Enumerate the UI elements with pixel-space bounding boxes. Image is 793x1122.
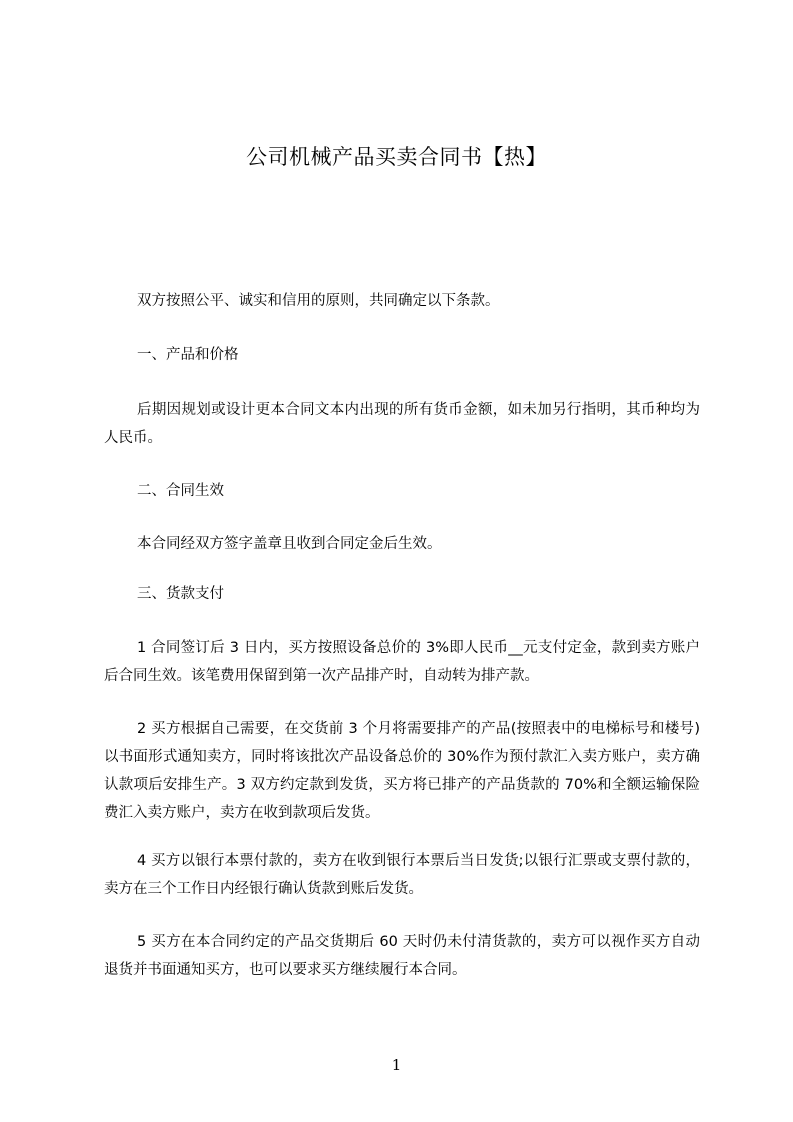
section-heading-contract-effect: 二、合同生效 xyxy=(137,483,224,499)
paragraph-currency: 后期因规划或设计更本合同文本内出现的所有货币金额，如未加另行指明，其币种均为人民币。 xyxy=(104,402,700,446)
paragraph-intro: 双方按照公平、诚实和信用的原则，共同确定以下条款。 xyxy=(137,293,500,309)
paragraph-payment-5: 5 买方在本合同约定的产品交货期后 60 天时仍未付清货款的，卖方可以视作买方自动退货并书面通知买方，也可以要求买方继续履行本合同。 xyxy=(104,934,700,978)
paragraph-payment-4: 4 买方以银行本票付款的，卖方在收到银行本票后当日发货;以银行汇票或支票付款的，卖方在三个工作日内经银行确认货款到账后发货。 xyxy=(104,853,700,897)
paragraph-effect: 本合同经双方签字盖章且收到合同定金后生效。 xyxy=(137,536,442,552)
paragraph-payment-2-3: 2 买方根据自己需要，在交货前 3 个月将需要排产的产品(按照表中的电梯标号和楼号)以书面形式通知卖方，同时将该批次产品设备总价的 30%作为预付款汇入卖方账户，卖方确认款项后安排生产。3 双方约定款到发货，买方将已排产的产品货款的 70%和全额运输保险费汇入卖方账户，卖方在收到款项后发货。 xyxy=(104,721,700,821)
section-heading-product-price: 一、产品和价格 xyxy=(137,347,239,363)
paragraph-payment-1: 1 合同签订后 3 日内，买方按照设备总价的 3%即人民币__元支付定金，款到卖方账户后合同生效。该笔费用保留到第一次产品排产时，自动转为排产款。 xyxy=(104,640,700,684)
document-title: 公司机械产品买卖合同书【热】 xyxy=(246,145,547,169)
section-heading-payment: 三、货款支付 xyxy=(137,586,224,602)
page-number: 1 xyxy=(391,1056,402,1074)
